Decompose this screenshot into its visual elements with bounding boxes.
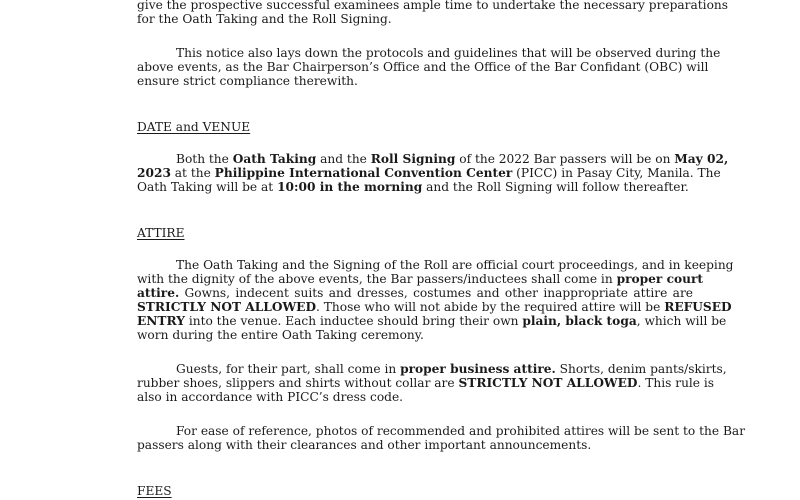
attire-p2-line-3: also in accordance with PICC’s dress code.	[137, 390, 404, 404]
date-venue-line-2: 2023 at the Philippine International Convention Center (PICC) in Pasay City, Manila. The	[137, 166, 721, 180]
intro-line-2: for the Oath Taking and the Roll Signing.	[137, 12, 392, 26]
attire-p1-line-5: ENTRY into the venue. Each inductee should bring their own plain, black toga, which will be	[137, 314, 727, 328]
attire-p2-line-2: rubber shoes, slippers and shirts without collar are STRICTLY NOT ALLOWED. This rule is	[137, 376, 715, 390]
date-venue-line-1: Both the Oath Taking and the Roll Signing of the 2022 Bar passers will be on May 02,	[176, 152, 729, 166]
intro-line-1: give the prospective successful examinees ample time to undertake the necessary preparations	[137, 0, 729, 12]
attire-heading: ATTIRE	[137, 226, 185, 240]
notice-line-1: This notice also lays down the protocols and guidelines that will be observed during the	[176, 46, 721, 60]
attire-p1-line-1: The Oath Taking and the Signing of the Roll are official court proceedings, and in keeping	[176, 258, 734, 272]
attire-p1-line-3: attire. Gowns, indecent suits and dresses, costumes and other inappropriate attire are	[137, 286, 693, 300]
date-venue-line-3: Oath Taking will be at 10:00 in the morning and the Roll Signing will follow thereafter.	[137, 180, 689, 194]
notice-line-3: ensure strict compliance therewith.	[137, 74, 358, 88]
attire-p1-line-6: worn during the entire Oath Taking ceremony.	[137, 328, 424, 342]
attire-p3-line-1: For ease of reference, photos of recommended and prohibited attires will be sent to the Bar	[176, 424, 746, 438]
notice-line-2: above events, as the Bar Chairperson’s Office and the Office of the Bar Confidant (OBC) will	[137, 60, 709, 74]
fees-heading: FEES	[137, 484, 172, 498]
attire-p2-line-1: Guests, for their part, shall come in proper business attire. Shorts, denim pants/skirts,	[176, 362, 727, 376]
attire-p1-line-4: STRICTLY NOT ALLOWED. Those who will not abide by the required attire will be REFUSED	[137, 300, 732, 314]
attire-p3-line-2: passers along with their clearances and other important announcements.	[137, 438, 592, 452]
attire-p1-line-2: with the dignity of the above events, the Bar passers/inductees shall come in proper court	[137, 272, 704, 286]
date-venue-heading: DATE and VENUE	[137, 120, 251, 134]
